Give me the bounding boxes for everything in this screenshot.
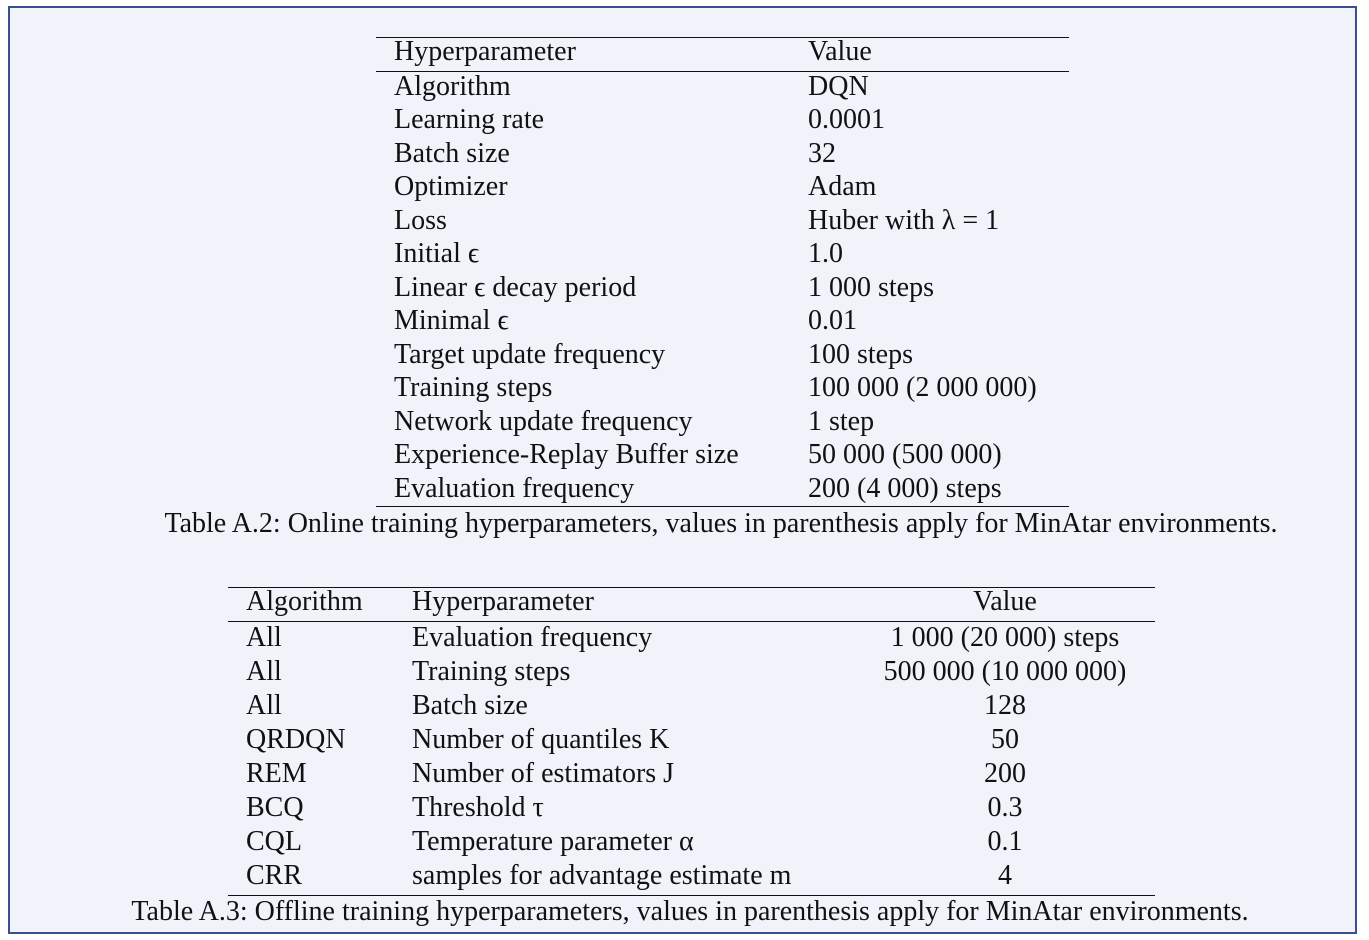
table-a3-value-cell: 500 000 (10 000 000) xyxy=(883,656,1127,687)
table-a2-hyperparameter-cell: Algorithm xyxy=(394,71,511,102)
table-a2-header-value: Value xyxy=(808,36,872,67)
table-a3-algorithm-cell: CQL xyxy=(246,826,302,857)
table-a2-hyperparameter-cell: Initial ϵ xyxy=(394,238,480,269)
table-a3-algorithm-cell: QRDQN xyxy=(246,724,346,755)
table-row xyxy=(0,103,1369,137)
table-a2-hyperparameter-cell: Target update frequency xyxy=(394,339,666,370)
table-a3-hyperparameter-cell: Number of quantiles K xyxy=(412,724,670,755)
table-a2-value-cell: Adam xyxy=(808,171,877,202)
table-row xyxy=(0,791,1369,825)
table-row xyxy=(0,472,1369,506)
table-a2-value-cell: 0.0001 xyxy=(808,104,885,135)
table-a2-hyperparameter-cell: Batch size xyxy=(394,138,510,169)
table-a3-algorithm-cell: CRR xyxy=(246,860,303,891)
table-a2-value-cell: 50 000 (500 000) xyxy=(808,439,1002,470)
table-a3-value-cell: 0.3 xyxy=(987,792,1023,823)
table-a2-hyperparameter-cell: Loss xyxy=(394,205,447,236)
table-a2-header-hyperparameter: Hyperparameter xyxy=(394,36,576,67)
table-a2-value-cell: 1 step xyxy=(808,406,875,437)
table-a3-hyperparameter-cell: Number of estimators J xyxy=(412,758,675,789)
table-a3-hyperparameter-cell: Evaluation frequency xyxy=(412,622,653,653)
table-a2-hyperparameter-cell: Learning rate xyxy=(394,104,545,135)
table-a3-header-hyperparameter: Hyperparameter xyxy=(412,586,594,617)
table-a2-value-cell: DQN xyxy=(808,71,869,102)
table-a2-hyperparameter-cell: Experience-Replay Buffer size xyxy=(394,439,739,470)
table-row xyxy=(0,137,1369,171)
table-a2-value-cell: 200 (4 000) steps xyxy=(808,473,1002,504)
table-a3-header-algorithm: Algorithm xyxy=(246,586,363,617)
table-row xyxy=(0,237,1369,271)
table-a2-value-cell: Huber with λ = 1 xyxy=(808,205,1000,236)
table-a3-hyperparameter-cell: Batch size xyxy=(412,690,528,721)
table-a3-value-cell: 1 000 (20 000) steps xyxy=(890,622,1120,653)
table-a2-value-cell: 100 steps xyxy=(808,339,913,370)
table-a3-hyperparameter-cell: Training steps xyxy=(412,656,571,687)
table-a3-algorithm-cell: BCQ xyxy=(246,792,304,823)
table-row xyxy=(0,621,1369,655)
table-row xyxy=(0,689,1369,723)
table-row xyxy=(0,338,1369,372)
table-row xyxy=(0,825,1369,859)
table-a3-algorithm-cell: All xyxy=(246,656,282,687)
table-a3-value-cell: 128 xyxy=(984,690,1026,721)
table-a2-hyperparameter-cell: Linear ϵ decay period xyxy=(394,272,637,303)
table-a3-hyperparameter-cell: samples for advantage estimate m xyxy=(412,860,792,891)
table-row xyxy=(0,859,1369,893)
table-row xyxy=(0,723,1369,757)
table-a2-value-cell: 100 000 (2 000 000) xyxy=(808,372,1037,403)
table-row xyxy=(0,204,1369,238)
table-a3-value-cell: 0.1 xyxy=(987,826,1023,857)
table-row xyxy=(0,438,1369,472)
table-a3-header-value: Value xyxy=(973,586,1037,617)
table-a2-hyperparameter-cell: Optimizer xyxy=(394,171,508,202)
table-a3-hyperparameter-cell: Threshold τ xyxy=(412,792,544,823)
table-a3-algorithm-cell: All xyxy=(246,622,282,653)
table-a2-hyperparameter-cell: Minimal ϵ xyxy=(394,305,509,336)
table-a3-caption: Table A.3: Offline training hyperparameters, values in parenthesis apply for MinAtar environments. xyxy=(131,896,1249,927)
table-a3-value-cell: 200 xyxy=(984,758,1026,789)
table-a3-algorithm-cell: All xyxy=(246,690,282,721)
table-a3-header-row xyxy=(0,585,1369,619)
table-a3-value-cell: 50 xyxy=(991,724,1019,755)
table-a3-value-cell: 4 xyxy=(998,860,1012,891)
table-a2-hyperparameter-cell: Training steps xyxy=(394,372,553,403)
table-row xyxy=(0,304,1369,338)
table-a2-header-row xyxy=(0,35,1369,69)
table-a3-hyperparameter-cell: Temperature parameter α xyxy=(412,826,694,857)
table-row xyxy=(0,170,1369,204)
table-a2-value-cell: 1.0 xyxy=(808,238,843,269)
table-a2-value-cell: 0.01 xyxy=(808,305,857,336)
table-a2-hyperparameter-cell: Evaluation frequency xyxy=(394,473,635,504)
table-a2-caption: Table A.2: Online training hyperparameters, values in parenthesis apply for MinAtar environments. xyxy=(164,508,1278,539)
table-row xyxy=(0,271,1369,305)
table-a2-value-cell: 32 xyxy=(808,138,836,169)
table-row xyxy=(0,757,1369,791)
table-a3-algorithm-cell: REM xyxy=(246,758,307,789)
table-row xyxy=(0,405,1369,439)
table-row xyxy=(0,70,1369,104)
table-a2-hyperparameter-cell: Network update frequency xyxy=(394,406,693,437)
table-row xyxy=(0,655,1369,689)
table-a2-value-cell: 1 000 steps xyxy=(808,272,934,303)
table-row xyxy=(0,371,1369,405)
